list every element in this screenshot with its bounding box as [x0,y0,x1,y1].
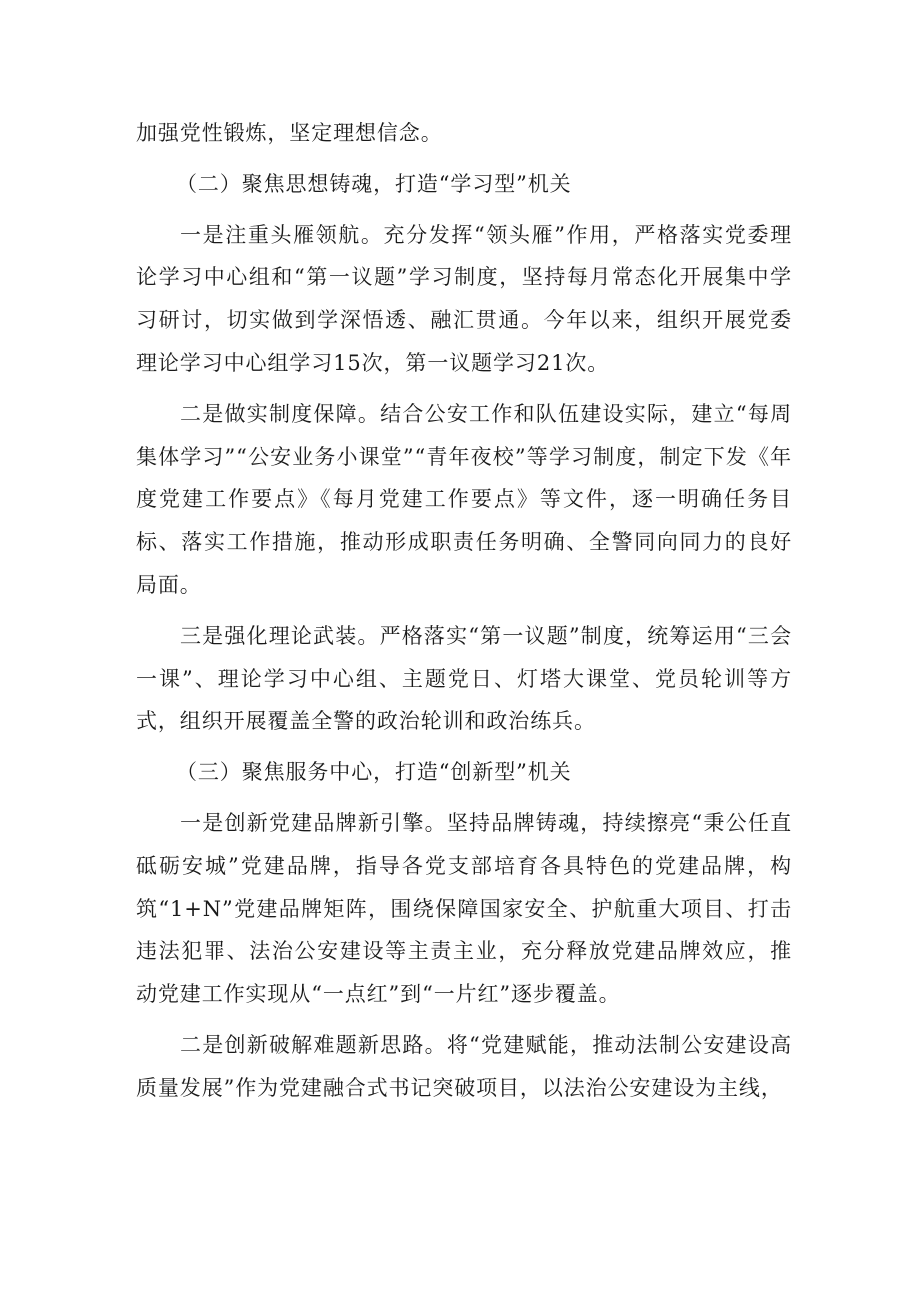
section-heading-3: （三）聚焦服务中心，打造“创新型”机关 [176,760,572,785]
section-heading-2: （二）聚焦思想铸魂，打造“学习型”机关 [176,171,572,196]
paragraph-intro-tail: 加强党性锻炼，坚定理想信念。 [136,121,443,145]
paragraph-problem-solving: 二是创新破解难题新思路。将“党建赋能，推动法制公安建设高质量发展”作为党建融合式书记突破项目，以法治公安建设为主线， [136,1032,792,1100]
document-body [136,112,792,1118]
paragraph-lead-goose: 一是注重头雁领航。充分发挥“领头雁”作用，严格落实党委理论学习中心组和“第一议题”学习制度，坚持每月常态化开展集中学习研讨，切实做到学深悟透、融汇贯通。今年以来，组织开展党委理论学习中心组学习15次，第一议题学习21次。 [136,222,792,375]
paragraph-system-guarantee: 二是做实制度保障。结合公安工作和队伍建设实际，建立“每周集体学习”“公安业务小课堂”“青年夜校”等学习制度，制定下发《年度党建工作要点》《每月党建工作要点》等文件，逐一明确任务目标、落实工作措施，推动形成职责任务明确、全警同向同力的良好局面。 [136,401,792,597]
paragraph-theory-armament: 三是强化理论武装。严格落实“第一议题”制度，统筹运用“三会一课”、理论学习中心组、主题党日、灯塔大课堂、党员轮训等方式，组织开展覆盖全警的政治轮训和政治练兵。 [136,623,792,734]
paragraph-brand-engine: 一是创新党建品牌新引擎。坚持品牌铸魂，持续擦亮“秉公任直砥砺安城”党建品牌，指导各党支部培育各具特色的党建品牌，构筑“1+N”党建品牌矩阵，围绕保障国家安全、护航重大项目、打击违法犯罪、法治公安建设等主责主业，充分释放党建品牌效应，推动党建工作实现从“一点红”到“一片红”逐步覆盖。 [136,810,792,1007]
